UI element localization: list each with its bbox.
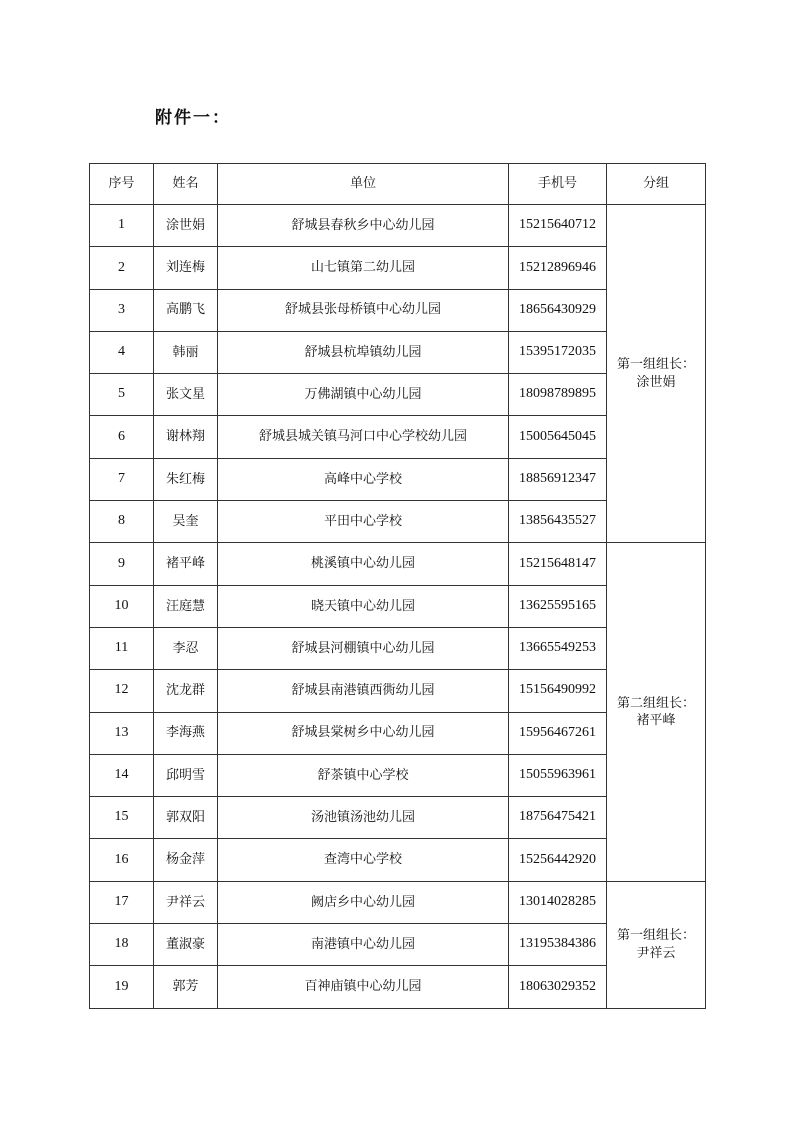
row-name: 汪庭慧: [154, 585, 218, 627]
header-unit: 单位: [218, 164, 509, 205]
row-unit: 桃溪镇中心幼儿园: [218, 543, 509, 585]
row-name: 李忍: [154, 627, 218, 669]
row-phone: 15956467261: [509, 712, 607, 754]
row-phone: 18856912347: [509, 458, 607, 500]
roster-table: [89, 163, 706, 1009]
row-name: 邱明雪: [154, 754, 218, 796]
group-label: 第二组组长：: [616, 695, 695, 711]
row-name: 郭芳: [154, 966, 218, 1008]
row-phone: 13856435527: [509, 501, 607, 543]
group-leader: 涂世娟: [636, 374, 676, 390]
row-name: 涂世娟: [154, 205, 218, 247]
table-row: [90, 881, 706, 923]
row-index: 4: [90, 331, 154, 373]
row-unit: 查湾中心学校: [218, 839, 509, 881]
row-name: 韩丽: [154, 331, 218, 373]
row-unit: 平田中心学校: [218, 501, 509, 543]
row-unit: 舒城县春秋乡中心幼儿园: [218, 205, 509, 247]
row-name: 李海燕: [154, 712, 218, 754]
row-unit: 舒城县南港镇西衖幼儿园: [218, 670, 509, 712]
header-index: 序号: [90, 164, 154, 205]
row-index: 9: [90, 543, 154, 585]
attachment-title: 附件一：: [155, 108, 231, 128]
row-name: 朱红梅: [154, 458, 218, 500]
row-index: 5: [90, 374, 154, 416]
row-unit: 百神庙镇中心幼儿园: [218, 966, 509, 1008]
row-unit: 舒城县杭埠镇幼儿园: [218, 331, 509, 373]
row-phone: 13195384386: [509, 924, 607, 966]
table-row: [90, 205, 706, 247]
row-unit: 舒城县河棚镇中心幼儿园: [218, 627, 509, 669]
header-group: 分组: [607, 164, 706, 205]
row-index: 11: [90, 627, 154, 669]
row-index: 7: [90, 458, 154, 500]
row-phone: 18098789895: [509, 374, 607, 416]
row-index: 2: [90, 247, 154, 289]
row-index: 18: [90, 924, 154, 966]
group-cell: [607, 205, 706, 543]
row-index: 12: [90, 670, 154, 712]
row-phone: 15256442920: [509, 839, 607, 881]
row-index: 6: [90, 416, 154, 458]
row-name: 董淑豪: [154, 924, 218, 966]
row-name: 高鹏飞: [154, 289, 218, 331]
header-phone: 手机号: [509, 164, 607, 205]
table-header-row: [90, 164, 706, 205]
row-phone: 15215640712: [509, 205, 607, 247]
row-unit: 舒城县张母桥镇中心幼儿园: [218, 289, 509, 331]
row-phone: 18756475421: [509, 797, 607, 839]
row-index: 16: [90, 839, 154, 881]
row-index: 10: [90, 585, 154, 627]
row-unit: 高峰中心学校: [218, 458, 509, 500]
group-cell: [607, 543, 706, 881]
group-leader: 褚平峰: [636, 713, 676, 729]
row-name: 褚平峰: [154, 543, 218, 585]
row-index: 19: [90, 966, 154, 1008]
row-phone: 15215648147: [509, 543, 607, 585]
row-name: 尹祥云: [154, 881, 218, 923]
row-unit: 汤池镇汤池幼儿园: [218, 797, 509, 839]
header-name: 姓名: [154, 164, 218, 205]
row-phone: 13014028285: [509, 881, 607, 923]
row-index: 13: [90, 712, 154, 754]
row-unit: 南港镇中心幼儿园: [218, 924, 509, 966]
group-label: 第一组组长：: [616, 928, 695, 944]
row-phone: 15005645045: [509, 416, 607, 458]
row-phone: 13625595165: [509, 585, 607, 627]
row-unit: 舒城县棠树乡中心幼儿园: [218, 712, 509, 754]
row-name: 谢林翔: [154, 416, 218, 458]
group-cell: [607, 881, 706, 1008]
row-name: 沈龙群: [154, 670, 218, 712]
row-phone: 18656430929: [509, 289, 607, 331]
row-index: 1: [90, 205, 154, 247]
row-phone: 13665549253: [509, 627, 607, 669]
row-phone: 15212896946: [509, 247, 607, 289]
row-unit: 舒茶镇中心学校: [218, 754, 509, 796]
row-unit: 万佛湖镇中心幼儿园: [218, 374, 509, 416]
roster-body: [90, 205, 706, 1009]
row-phone: 18063029352: [509, 966, 607, 1008]
row-unit: 山七镇第二幼儿园: [218, 247, 509, 289]
row-index: 14: [90, 754, 154, 796]
table-row: [90, 543, 706, 585]
row-unit: 晓天镇中心幼儿园: [218, 585, 509, 627]
row-name: 刘连梅: [154, 247, 218, 289]
row-index: 15: [90, 797, 154, 839]
row-index: 8: [90, 501, 154, 543]
group-leader: 尹祥云: [636, 945, 676, 961]
row-phone: 15156490992: [509, 670, 607, 712]
row-unit: 舒城县城关镇马河口中心学校幼儿园: [218, 416, 509, 458]
row-phone: 15055963961: [509, 754, 607, 796]
row-index: 3: [90, 289, 154, 331]
row-phone: 15395172035: [509, 331, 607, 373]
row-name: 郭双阳: [154, 797, 218, 839]
row-name: 杨金萍: [154, 839, 218, 881]
row-index: 17: [90, 881, 154, 923]
row-name: 张文星: [154, 374, 218, 416]
group-label: 第一组组长：: [616, 357, 695, 373]
row-unit: 阙店乡中心幼儿园: [218, 881, 509, 923]
row-name: 吴奎: [154, 501, 218, 543]
